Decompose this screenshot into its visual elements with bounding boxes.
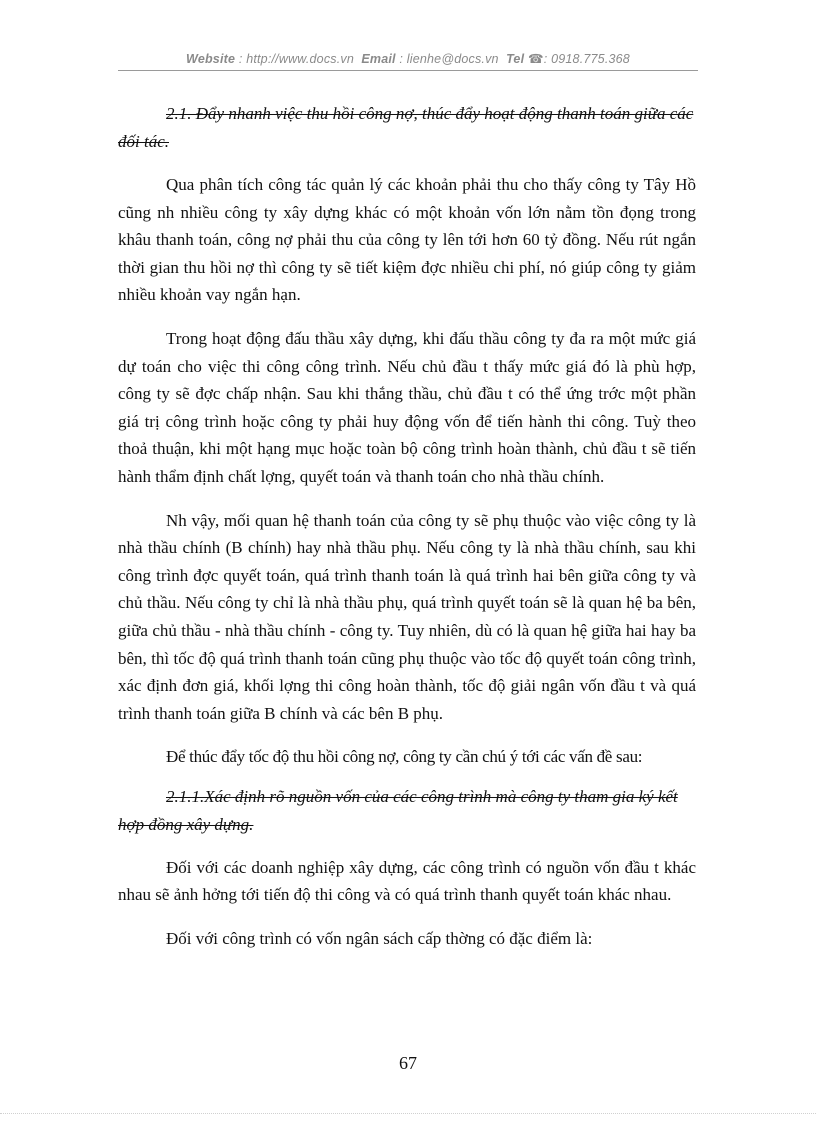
email-label: Email <box>361 52 396 66</box>
paragraph-6: Đối với công trình có vốn ngân sách cấp thờng có đặc điểm là: <box>166 929 593 949</box>
paragraph-4: Để thúc đẩy tốc độ thu hồi công nợ, công ty cần chú ý tới các vấn đề sau: <box>166 747 643 767</box>
website-label: Website <box>186 52 236 66</box>
page-header <box>0 51 816 66</box>
header-divider <box>118 70 698 71</box>
email-value: : lienhe@docs.vn <box>399 52 499 66</box>
paragraph-5: Đối với các doanh nghiệp xây dựng, các công trình có nguồn vốn đầu t khác nhau sẽ ảnh hởng tới tiến độ thi công và có quá trình thanh quyết toán khác nhau. <box>118 857 696 905</box>
paragraph-2: Trong hoạt động đấu thầu xây dựng, khi đấu thầu công ty đa ra một mức giá dự toán cho việc thi công công trình. Nếu chủ đầu t thấy mức giá đó là phù hợp, công ty sẽ đợc chấp nhận. Sau khi thắng thầu, chủ đầu t có thể ứng trớc một phần giá trị công trình hoặc công ty phải huy động vốn để tiến hành thi công. Tuỳ theo thoả thuận, khi một hạng mục hoặc toàn bộ công trình hoàn thành, chủ đầu t sẽ tiến hành thẩm định chất lợng, quyết toán và thanh toán cho nhà thầu chính. <box>118 328 696 486</box>
website-value: : http://www.docs.vn <box>238 52 355 66</box>
page-number: 67 <box>399 1053 417 1073</box>
paragraph-3: Nh vậy, mối quan hệ thanh toán của công ty sẽ phụ thuộc vào việc công ty là nhà thầu chính (B chính) hay nhà thầu phụ. Nếu công ty là nhà thầu chính, sau khi công trình đợc quyết toán, quá trình thanh toán là quá trình hai bên giữa công ty và chủ thầu. Nếu công ty chỉ là nhà thầu phụ, quá trình quyết toán sẽ là quan hệ ba bên, giữa chủ thầu - nhà thầu chính - công ty. Tuy nhiên, dù có là quan hệ giữa hai hay ba bên, thì tốc độ quá trình thanh toán cũng phụ thuộc vào tốc độ quyết toán công trình, xác định đơn giá, khối lợng thi công hoàn thành, tốc độ giải ngân vốn đầu t và quá trình thanh toán giữa B chính và các bên B phụ. <box>118 510 696 723</box>
document-body <box>118 100 696 969</box>
subsection-heading: 2.1.1.Xác định rõ nguồn vốn của các công trình mà công ty tham gia ký kết hợp đồng xây dựng. <box>118 786 678 834</box>
tel-label: Tel <box>506 52 525 66</box>
page-bottom-border <box>0 1113 816 1114</box>
section-heading: 2.1. Đẩy nhanh việc thu hồi công nợ, thúc đẩy hoạt động thanh toán giữa các đối tác. <box>118 104 694 151</box>
phone-icon: ☎ <box>527 52 544 66</box>
tel-value: : 0918.775.368 <box>543 52 630 66</box>
paragraph-1: Qua phân tích công tác quản lý các khoản phải thu cho thấy công ty Tây Hồ cũng nh nhiều công ty xây dựng khác có một khoản vốn lớn nằm tồn đọng trong khâu thanh toán, công nợ phải thu của công ty lên tới hơn 60 tỷ đồng. Nếu rút ngắn thời gian thu hồi nợ thì công ty sẽ tiết kiệm đợc nhiều chi phí, nó giúp công ty giảm nhiều khoản vay ngắn hạn. <box>118 175 696 305</box>
